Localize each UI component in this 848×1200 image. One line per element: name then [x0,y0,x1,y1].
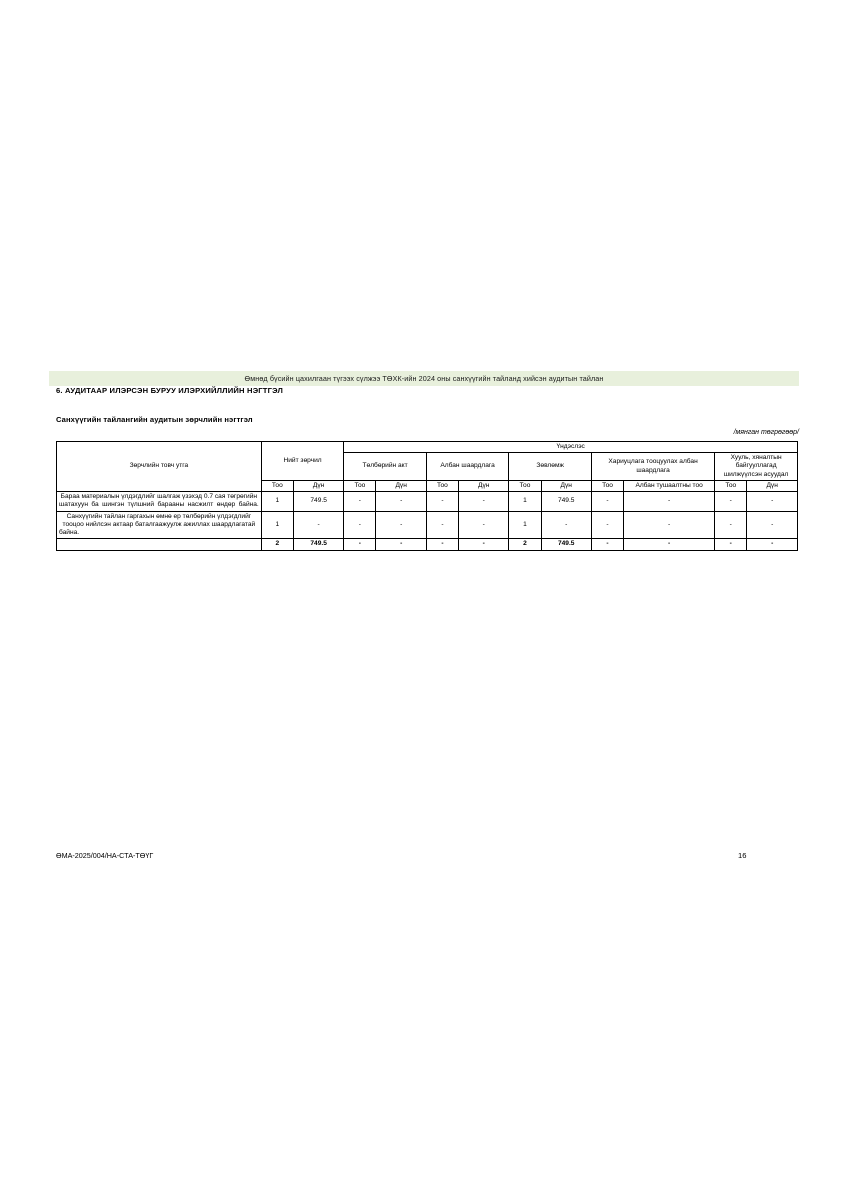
total-pay-amount: - [376,539,426,550]
row-description: Санхүүгийн тайлан гаргахын өмнө ер төлбөрийн үлдэгдлийг тооцоо нийлсэн актаар баталгаажуулж ажиллах шаардлагатай байна. [57,511,262,539]
total-demand-amount: - [459,539,509,550]
row-law-count: - [715,492,747,511]
subheader-law-count: Тоо [715,480,747,491]
violations-summary-table [56,441,798,551]
total-amount: 749.5 [293,539,343,550]
subheader-resp-count: Тоо [591,480,623,491]
subheader-rec-count: Тоо [509,480,541,491]
total-law-count: - [715,539,747,550]
row-pay-amount: - [376,492,426,511]
row-pay-count: - [344,492,376,511]
header-desc: Зөрчлийн товч утга [57,442,262,492]
row-pay-count: - [344,511,376,539]
row-rec-amount: 749.5 [541,492,591,511]
subsection-title: Санхүүгийн тайлангийн аудитын зөрчлийн нэгтгэл [56,415,253,424]
total-rec-count: 2 [509,539,541,550]
footer-document-code: ӨМА-2025/004/НА-СТА-ТӨҮГ [56,851,154,860]
row-total-count: 1 [261,492,293,511]
row-description: Бараа материалын үлдэгдлийг шалгаж үзэхэд 0.7 сая төгрөгийн шатахуун ба шингэн түлшний барааны насжилт өндөр байна. [57,492,262,511]
subheader-pay-count: Тоо [344,480,376,491]
total-resp-officials: - [624,539,715,550]
table-row [57,492,798,511]
header-group-payment-act: Төлбөрийн акт [344,453,427,481]
row-demand-amount: - [459,492,509,511]
table-total-row [57,539,798,550]
subheader-demand-amount: Дүн [459,480,509,491]
total-count: 2 [261,539,293,550]
subheader-rec-amount: Дүн [541,480,591,491]
subheader-total-amount: Дүн [293,480,343,491]
table-row [57,511,798,539]
total-pay-count: - [344,539,376,550]
header-group-official-demand: Албан шаардлага [426,453,509,481]
row-demand-count: - [426,492,458,511]
header-group-recommendation: Зөвлөмж [509,453,592,481]
subheader-pay-amount: Дүн [376,480,426,491]
header-basis-group: Үндэслэс [344,442,798,453]
section-title: 6. АУДИТААР ИЛЭРСЭН БУРУУ ИЛЭРХИЙЛЛИЙН НЭГТГЭЛ [56,386,283,395]
row-resp-officials: - [624,492,715,511]
total-rec-amount: 749.5 [541,539,591,550]
subheader-total-count: Тоо [261,480,293,491]
unit-note: /мянган төгрөгөөр/ [733,429,799,436]
row-total-amount: 749.5 [293,492,343,511]
header-band-text: Өмнөд бүсийн цахилгаан түгээх сүлжээ ТӨХК-ийн 2024 оны санхүүгийн тайланд хийсэн аудитын тайлан [244,374,604,383]
subheader-law-amount: Дүн [747,480,798,491]
row-total-count: 1 [261,511,293,539]
total-law-amount: - [747,539,798,550]
subheader-demand-count: Тоо [426,480,458,491]
row-rec-count: 1 [509,492,541,511]
row-total-amount: - [293,511,343,539]
row-demand-count: - [426,511,458,539]
footer-page-number: 16 [738,851,747,860]
row-rec-amount: - [541,511,591,539]
row-resp-count: - [591,492,623,511]
row-demand-amount: - [459,511,509,539]
row-rec-count: 1 [509,511,541,539]
header-group-responsibility-demand: Хариуцлага тооцуулах албан шаардлага [591,453,714,481]
table-header-row-1 [57,442,798,453]
row-pay-amount: - [376,511,426,539]
header-group-legal-referral: Хууль, хяналтын байгууллагад шилжүүлсэн асуудал [715,453,798,481]
total-demand-count: - [426,539,458,550]
row-law-amount: - [747,492,798,511]
row-law-count: - [715,511,747,539]
total-resp-count: - [591,539,623,550]
total-row-label [57,539,262,550]
subheader-resp-officials: Албан тушаалтны тоо [624,480,715,491]
row-resp-officials: - [624,511,715,539]
page-header-band [49,371,799,386]
row-resp-count: - [591,511,623,539]
header-total: Нийт зөрчил [261,442,344,481]
row-law-amount: - [747,511,798,539]
